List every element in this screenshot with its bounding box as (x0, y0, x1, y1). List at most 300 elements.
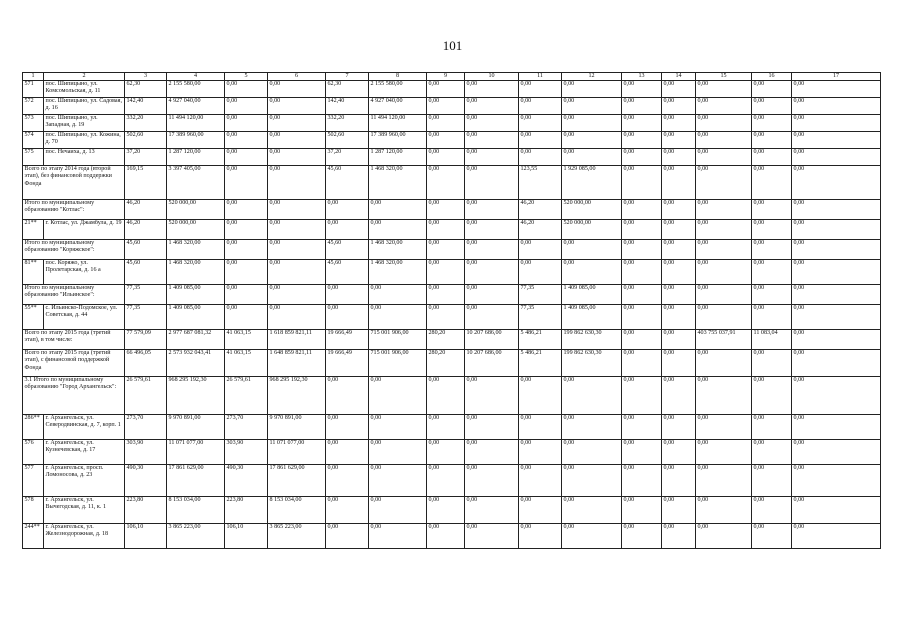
value-cell: 0,00 (792, 440, 881, 465)
value-cell: 9 970 891,00 (268, 415, 326, 440)
value-cell: 0,00 (662, 260, 696, 285)
value-cell: 0,00 (752, 440, 792, 465)
table-row (23, 440, 881, 465)
value-cell: 17 389 960,00 (369, 132, 427, 149)
value-cell: 0,00 (326, 497, 369, 524)
value-cell: 0,00 (662, 115, 696, 132)
value-cell: 0,00 (622, 285, 662, 305)
page-number: 101 (442, 38, 463, 53)
value-cell: 2 977 687 081,32 (167, 330, 225, 350)
total-label-cell: Всего по этапу 2014 года (второй этап), без финансовой поддержки Фонда (23, 166, 125, 200)
value-cell: 0,00 (562, 260, 622, 285)
table-row (23, 497, 881, 524)
value-cell: 0,00 (696, 440, 752, 465)
value-cell: 0,00 (519, 497, 562, 524)
value-cell: 0,00 (225, 81, 268, 98)
value-cell: 0,00 (326, 285, 369, 305)
value-cell: 0,00 (752, 350, 792, 377)
value-cell: 0,00 (622, 115, 662, 132)
value-cell: 1 468 320,00 (369, 240, 427, 260)
value-cell: 0,00 (792, 465, 881, 497)
value-cell: 0,00 (268, 200, 326, 220)
value-cell: 0,00 (427, 98, 465, 115)
value-cell: 0,00 (519, 524, 562, 549)
value-cell: 0,00 (225, 285, 268, 305)
value-cell: 0,00 (225, 98, 268, 115)
value-cell: 0,00 (519, 465, 562, 497)
value-cell: 10 207 686,00 (465, 350, 519, 377)
value-cell: 0,00 (696, 98, 752, 115)
value-cell: 0,00 (519, 149, 562, 166)
value-cell: 0,00 (519, 260, 562, 285)
value-cell: 0,00 (465, 200, 519, 220)
value-cell: 2 573 932 043,41 (167, 350, 225, 377)
value-cell: 0,00 (326, 220, 369, 240)
value-cell: 0,00 (225, 200, 268, 220)
value-cell: 1 468 320,00 (369, 166, 427, 200)
value-cell: 41 063,15 (225, 350, 268, 377)
value-cell: 0,00 (792, 98, 881, 115)
value-cell: 0,00 (662, 200, 696, 220)
value-cell: 273,70 (125, 415, 167, 440)
value-cell: 3 865 223,00 (167, 524, 225, 549)
value-cell: 0,00 (465, 149, 519, 166)
value-cell: 11 071 077,00 (268, 440, 326, 465)
value-cell: 332,20 (326, 115, 369, 132)
value-cell: 0,00 (752, 220, 792, 240)
value-cell: 0,00 (696, 305, 752, 330)
address-cell: пос. Шипицыно, ул. Западная, д. 19 (44, 115, 125, 132)
value-cell: 0,00 (519, 377, 562, 415)
value-cell: 0,00 (792, 166, 881, 200)
value-cell: 0,00 (326, 305, 369, 330)
value-cell: 0,00 (622, 305, 662, 330)
value-cell: 0,00 (225, 305, 268, 330)
value-cell: 223,80 (225, 497, 268, 524)
value-cell: 0,00 (622, 260, 662, 285)
value-cell: 0,00 (519, 415, 562, 440)
value-cell: 0,00 (268, 115, 326, 132)
value-cell: 0,00 (465, 440, 519, 465)
value-cell: 0,00 (268, 149, 326, 166)
value-cell: 0,00 (662, 350, 696, 377)
value-cell: 8 153 034,00 (268, 497, 326, 524)
column-number-cell: 5 (225, 73, 268, 81)
value-cell: 45,60 (125, 240, 167, 260)
value-cell: 0,00 (369, 440, 427, 465)
value-cell: 0,00 (792, 350, 881, 377)
table-row (23, 260, 881, 285)
table-row (23, 415, 881, 440)
value-cell: 37,20 (125, 149, 167, 166)
value-cell: 490,30 (225, 465, 268, 497)
value-cell: 490,30 (125, 465, 167, 497)
total-row (23, 330, 881, 350)
value-cell: 520 000,00 (562, 200, 622, 220)
table-row (23, 115, 881, 132)
value-cell: 0,00 (326, 440, 369, 465)
value-cell: 715 001 906,00 (369, 350, 427, 377)
value-cell: 0,00 (752, 305, 792, 330)
value-cell: 0,00 (562, 81, 622, 98)
value-cell: 1 929 085,00 (562, 166, 622, 200)
value-cell: 0,00 (662, 377, 696, 415)
value-cell: 0,00 (465, 285, 519, 305)
value-cell: 0,00 (427, 285, 465, 305)
value-cell: 77,35 (125, 285, 167, 305)
value-cell: 0,00 (662, 305, 696, 330)
value-cell: 0,00 (792, 415, 881, 440)
value-cell: 0,00 (465, 81, 519, 98)
value-cell: 520 000,00 (167, 220, 225, 240)
value-cell: 520 000,00 (562, 220, 622, 240)
value-cell: 1 287 120,00 (369, 149, 427, 166)
table-row (23, 524, 881, 549)
value-cell: 0,00 (369, 377, 427, 415)
value-cell: 273,70 (225, 415, 268, 440)
value-cell: 0,00 (622, 497, 662, 524)
value-cell: 1 409 085,00 (562, 305, 622, 330)
value-cell: 0,00 (752, 81, 792, 98)
value-cell: 0,00 (696, 81, 752, 98)
value-cell: 77,35 (519, 305, 562, 330)
value-cell: 0,00 (696, 166, 752, 200)
value-cell: 0,00 (427, 305, 465, 330)
value-cell: 0,00 (752, 377, 792, 415)
total-row (23, 377, 881, 415)
value-cell: 0,00 (622, 200, 662, 220)
value-cell: 0,00 (752, 465, 792, 497)
value-cell: 0,00 (696, 497, 752, 524)
table-row (23, 465, 881, 497)
value-cell: 0,00 (752, 115, 792, 132)
address-cell: г. Архангельск, ул. Железнодорожная, д. 18 (44, 524, 125, 549)
total-label-cell: 3.1 Итого по муниципальному образованию "Город Архангельск": (23, 377, 125, 415)
value-cell: 0,00 (369, 220, 427, 240)
value-cell: 0,00 (752, 166, 792, 200)
value-cell: 5 486,21 (519, 330, 562, 350)
value-cell: 0,00 (792, 497, 881, 524)
value-cell: 0,00 (268, 132, 326, 149)
address-cell: г. Архангельск, ул. Кузнечевская, д. 17 (44, 440, 125, 465)
value-cell: 0,00 (752, 524, 792, 549)
value-cell: 0,00 (465, 524, 519, 549)
value-cell: 0,00 (427, 497, 465, 524)
value-cell: 0,00 (519, 440, 562, 465)
value-cell: 0,00 (696, 220, 752, 240)
value-cell: 0,00 (326, 377, 369, 415)
value-cell: 303,90 (125, 440, 167, 465)
value-cell: 45,60 (326, 260, 369, 285)
value-cell: 0,00 (752, 497, 792, 524)
value-cell: 17 861 629,00 (268, 465, 326, 497)
value-cell: 0,00 (622, 330, 662, 350)
value-cell: 0,00 (662, 415, 696, 440)
value-cell: 0,00 (562, 497, 622, 524)
value-cell: 1 287 120,00 (167, 149, 225, 166)
value-cell: 0,00 (326, 524, 369, 549)
value-cell: 0,00 (622, 166, 662, 200)
value-cell: 199 862 630,30 (562, 350, 622, 377)
total-row (23, 240, 881, 260)
value-cell: 0,00 (427, 115, 465, 132)
row-number-cell: 81** (23, 260, 44, 285)
value-cell: 0,00 (427, 81, 465, 98)
value-cell: 17 389 960,00 (167, 132, 225, 149)
value-cell: 1 468 320,00 (369, 260, 427, 285)
value-cell: 66 496,05 (125, 350, 167, 377)
value-cell: 0,00 (662, 240, 696, 260)
value-cell: 0,00 (326, 415, 369, 440)
value-cell: 0,00 (225, 260, 268, 285)
value-cell: 0,00 (696, 350, 752, 377)
value-cell: 0,00 (792, 149, 881, 166)
value-cell: 62,30 (125, 81, 167, 98)
value-cell: 77,35 (519, 285, 562, 305)
value-cell: 1 409 085,00 (562, 285, 622, 305)
value-cell: 0,00 (268, 285, 326, 305)
column-number-cell: 11 (519, 73, 562, 81)
value-cell: 11 494 120,00 (369, 115, 427, 132)
value-cell: 0,00 (696, 524, 752, 549)
value-cell: 0,00 (268, 98, 326, 115)
value-cell: 0,00 (792, 330, 881, 350)
value-cell: 169,15 (125, 166, 167, 200)
value-cell: 2 155 580,00 (369, 81, 427, 98)
value-cell: 1 648 859 821,11 (268, 350, 326, 377)
value-cell: 45,60 (326, 166, 369, 200)
row-number-cell: 286** (23, 415, 44, 440)
value-cell: 0,00 (326, 465, 369, 497)
value-cell: 0,00 (268, 240, 326, 260)
value-cell: 4 927 040,00 (167, 98, 225, 115)
value-cell: 0,00 (562, 524, 622, 549)
table-row (23, 98, 881, 115)
value-cell: 0,00 (519, 98, 562, 115)
row-number-cell: 55** (23, 305, 44, 330)
value-cell: 4 927 040,00 (369, 98, 427, 115)
value-cell: 11 494 120,00 (167, 115, 225, 132)
value-cell: 1 618 859 821,11 (268, 330, 326, 350)
value-cell: 0,00 (696, 115, 752, 132)
column-number-cell: 7 (326, 73, 369, 81)
address-cell: пос. Нечаиха, д. 13 (44, 149, 125, 166)
value-cell: 17 861 629,00 (167, 465, 225, 497)
value-cell: 0,00 (752, 240, 792, 260)
value-cell: 0,00 (752, 260, 792, 285)
value-cell: 223,80 (125, 497, 167, 524)
value-cell: 26 579,61 (225, 377, 268, 415)
value-cell: 0,00 (662, 132, 696, 149)
value-cell: 142,40 (326, 98, 369, 115)
value-cell: 0,00 (562, 240, 622, 260)
value-cell: 142,40 (125, 98, 167, 115)
value-cell: 0,00 (465, 220, 519, 240)
column-number-cell: 9 (427, 73, 465, 81)
value-cell: 0,00 (792, 524, 881, 549)
value-cell: 0,00 (562, 377, 622, 415)
value-cell: 3 397 405,00 (167, 166, 225, 200)
table-row (23, 149, 881, 166)
value-cell: 0,00 (268, 220, 326, 240)
table-row (23, 132, 881, 149)
value-cell: 0,00 (369, 200, 427, 220)
value-cell: 0,00 (225, 240, 268, 260)
value-cell: 0,00 (662, 220, 696, 240)
value-cell: 62,30 (326, 81, 369, 98)
column-number-cell: 15 (696, 73, 752, 81)
row-number-cell: 574 (23, 132, 44, 149)
value-cell: 0,00 (696, 149, 752, 166)
value-cell: 106,10 (225, 524, 268, 549)
address-cell: пос. Шипицыно, ул. Комсомольская, д. 11 (44, 81, 125, 98)
value-cell: 0,00 (662, 330, 696, 350)
value-cell: 0,00 (622, 377, 662, 415)
value-cell: 0,00 (696, 285, 752, 305)
total-label-cell: Всего по этапу 2015 года (третий этап), с финансовой поддержкой Фонда (23, 350, 125, 377)
value-cell: 0,00 (225, 115, 268, 132)
value-cell: 0,00 (427, 524, 465, 549)
value-cell: 0,00 (326, 200, 369, 220)
value-cell: 0,00 (465, 415, 519, 440)
value-cell: 0,00 (519, 81, 562, 98)
value-cell: 46,20 (519, 200, 562, 220)
value-cell: 0,00 (752, 149, 792, 166)
address-cell: пос. Коряжо, ул. Пролетарская, д. 16 а (44, 260, 125, 285)
value-cell: 1 409 085,00 (167, 305, 225, 330)
value-cell: 0,00 (662, 81, 696, 98)
value-cell: 0,00 (427, 240, 465, 260)
value-cell: 0,00 (622, 220, 662, 240)
value-cell: 0,00 (792, 115, 881, 132)
value-cell: 0,00 (562, 440, 622, 465)
column-number-cell: 12 (562, 73, 622, 81)
value-cell: 46,20 (519, 220, 562, 240)
value-cell: 0,00 (792, 220, 881, 240)
value-cell: 0,00 (696, 377, 752, 415)
value-cell: 19 666,49 (326, 350, 369, 377)
value-cell: 0,00 (465, 305, 519, 330)
value-cell: 332,20 (125, 115, 167, 132)
address-cell: г. Архангельск, просп. Ломоносова, д. 23 (44, 465, 125, 497)
value-cell: 0,00 (268, 81, 326, 98)
value-cell: 19 666,49 (326, 330, 369, 350)
value-cell: 0,00 (427, 415, 465, 440)
value-cell: 0,00 (792, 377, 881, 415)
value-cell: 0,00 (268, 305, 326, 330)
value-cell: 46,20 (125, 200, 167, 220)
value-cell: 11 071 077,00 (167, 440, 225, 465)
value-cell: 45,60 (326, 240, 369, 260)
value-cell: 0,00 (622, 440, 662, 465)
value-cell: 0,00 (792, 260, 881, 285)
value-cell: 0,00 (225, 132, 268, 149)
value-cell: 0,00 (519, 115, 562, 132)
value-cell: 0,00 (465, 166, 519, 200)
value-cell: 106,10 (125, 524, 167, 549)
value-cell: 303,90 (225, 440, 268, 465)
total-row (23, 200, 881, 220)
value-cell: 0,00 (427, 132, 465, 149)
value-cell: 0,00 (369, 497, 427, 524)
table-row (23, 305, 881, 330)
total-label-cell: Итого по муниципальному образованию "Ильинское": (23, 285, 125, 305)
column-number-cell: 3 (125, 73, 167, 81)
value-cell: 0,00 (696, 260, 752, 285)
value-cell: 280,20 (427, 330, 465, 350)
value-cell: 0,00 (225, 220, 268, 240)
value-cell: 0,00 (792, 305, 881, 330)
value-cell: 0,00 (427, 260, 465, 285)
column-number-cell: 6 (268, 73, 326, 81)
table-row (23, 81, 881, 98)
row-number-cell: 577 (23, 465, 44, 497)
value-cell: 37,20 (326, 149, 369, 166)
value-cell: 26 579,61 (125, 377, 167, 415)
column-number-cell: 17 (792, 73, 881, 81)
value-cell: 0,00 (562, 415, 622, 440)
value-cell: 0,00 (662, 524, 696, 549)
row-number-cell: 575 (23, 149, 44, 166)
row-number-cell: 572 (23, 98, 44, 115)
row-number-cell: 571 (23, 81, 44, 98)
value-cell: 0,00 (369, 305, 427, 330)
value-cell: 0,00 (792, 200, 881, 220)
value-cell: 0,00 (752, 415, 792, 440)
total-row (23, 285, 881, 305)
total-label-cell: Итого по муниципальному образованию "Котлас": (23, 200, 125, 220)
column-number-cell: 2 (44, 73, 125, 81)
value-cell: 0,00 (427, 440, 465, 465)
value-cell: 0,00 (662, 285, 696, 305)
row-number-cell: 573 (23, 115, 44, 132)
value-cell: 0,00 (427, 465, 465, 497)
value-cell: 968 295 192,30 (268, 377, 326, 415)
value-cell: 5 486,21 (519, 350, 562, 377)
row-number-cell: 576 (23, 440, 44, 465)
value-cell: 0,00 (369, 524, 427, 549)
value-cell: 0,00 (622, 81, 662, 98)
value-cell: 0,00 (662, 166, 696, 200)
value-cell: 0,00 (562, 149, 622, 166)
address-cell: г. Архангельск, ул. Северодвинская, д. 7, корп. 1 (44, 415, 125, 440)
value-cell: 0,00 (792, 81, 881, 98)
value-cell: 0,00 (792, 285, 881, 305)
value-cell: 0,00 (622, 415, 662, 440)
value-cell: 2 155 580,00 (167, 81, 225, 98)
value-cell: 8 153 034,00 (167, 497, 225, 524)
value-cell: 0,00 (662, 149, 696, 166)
row-number-cell: 578 (23, 497, 44, 524)
value-cell: 0,00 (622, 524, 662, 549)
value-cell: 1 409 085,00 (167, 285, 225, 305)
value-cell: 0,00 (268, 166, 326, 200)
address-cell: г. Котлас, ул. Джамбула, д. 19 (44, 220, 125, 240)
value-cell: 0,00 (752, 200, 792, 220)
address-cell: пос. Шипицыно, ул. Кожина, д. 70 (44, 132, 125, 149)
value-cell: 0,00 (465, 132, 519, 149)
value-cell: 0,00 (465, 497, 519, 524)
value-cell: 10 207 686,00 (465, 330, 519, 350)
row-number-cell: 244** (23, 524, 44, 549)
value-cell: 0,00 (427, 220, 465, 240)
column-number-cell: 8 (369, 73, 427, 81)
value-cell: 0,00 (696, 240, 752, 260)
header-row (23, 73, 881, 81)
value-cell: 0,00 (369, 465, 427, 497)
total-label-cell: Всего по этапу 2015 года (третий этап), в том числе: (23, 330, 125, 350)
address-cell: г. Архангельск, ул. Вычегодская, д. 11, к. 1 (44, 497, 125, 524)
